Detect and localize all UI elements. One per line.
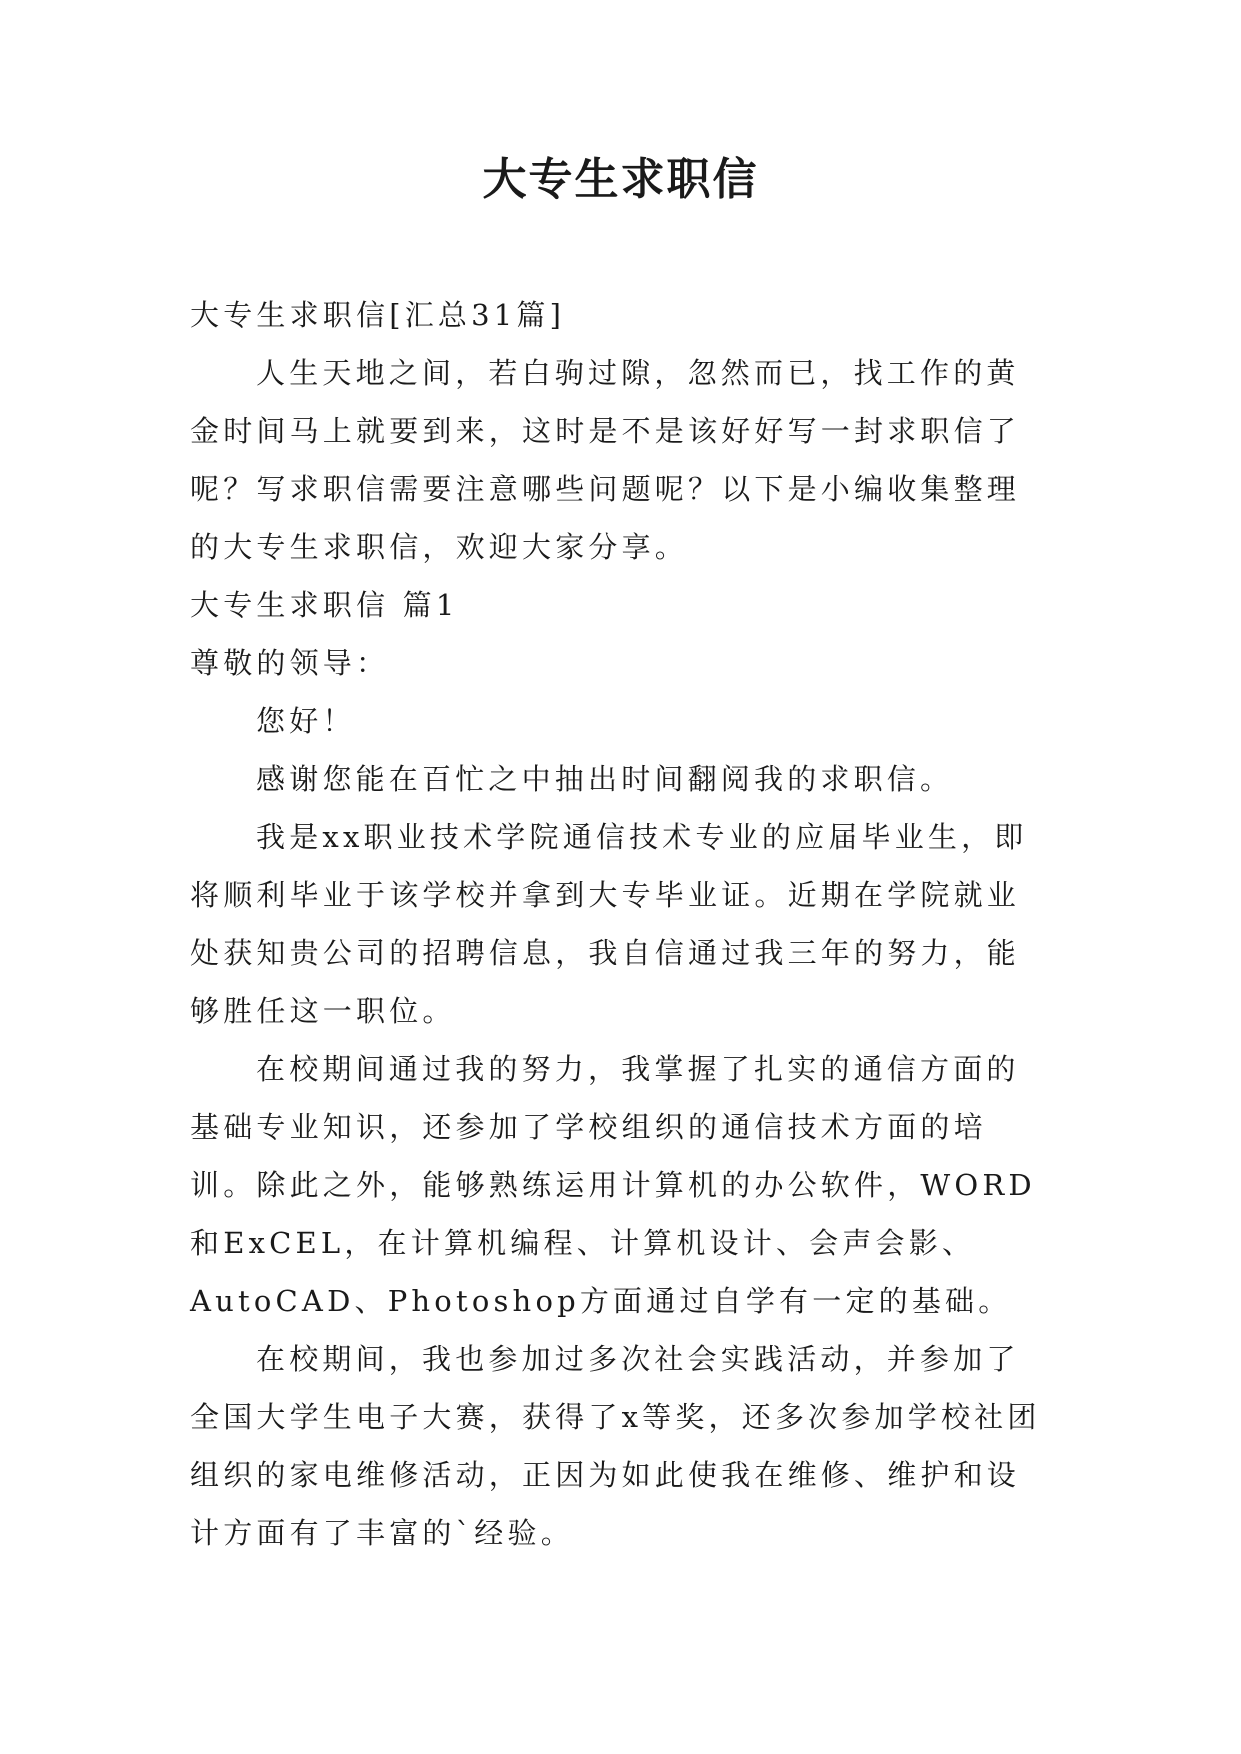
subtitle-line: 大专生求职信[汇总31篇] xyxy=(190,298,566,332)
skills-paragraph: 在校期间通过我的努力，我掌握了扎实的通信方面的基础专业知识，还参加了学校组织的通信技术方面的培训。除此之外，能够熟练运用计算机的办公软件，WORD和ExCEL，在计算机编程、计算机设计、会声会影、AutoCAD、Photoshop方面通过自学有一定的基础。 xyxy=(190,1052,1036,1318)
document-title: 大专生求职信 xyxy=(482,154,759,205)
document-body xyxy=(190,286,1052,1562)
salutation: 尊敬的领导： xyxy=(190,646,390,680)
introduction-paragraph: 我是xx职业技术学院通信技术专业的应届毕业生，即将顺利毕业于该学校并拿到大专毕业证。近期在学院就业处获知贵公司的招聘信息，我自信通过我三年的努力，能够胜任这一职位。 xyxy=(190,820,1028,1028)
activities-paragraph: 在校期间，我也参加过多次社会实践活动，并参加了全国大学生电子大赛，获得了x等奖，还多次参加学校社团组织的家电维修活动，正因为如此使我在维修、维护和设计方面有了丰富的`经验。 xyxy=(190,1342,1041,1550)
section-heading: 大专生求职信 篇1 xyxy=(190,588,459,622)
thanks-paragraph: 感谢您能在百忙之中抽出时间翻阅我的求职信。 xyxy=(256,762,954,796)
greeting: 您好！ xyxy=(256,704,356,738)
intro-paragraph: 人生天地之间，若白驹过隙，忽然而已，找工作的黄金时间马上就要到来，这时是不是该好好写一封求职信了呢？写求职信需要注意哪些问题呢？以下是小编收集整理的大专生求职信，欢迎大家分享。 xyxy=(190,356,1021,564)
